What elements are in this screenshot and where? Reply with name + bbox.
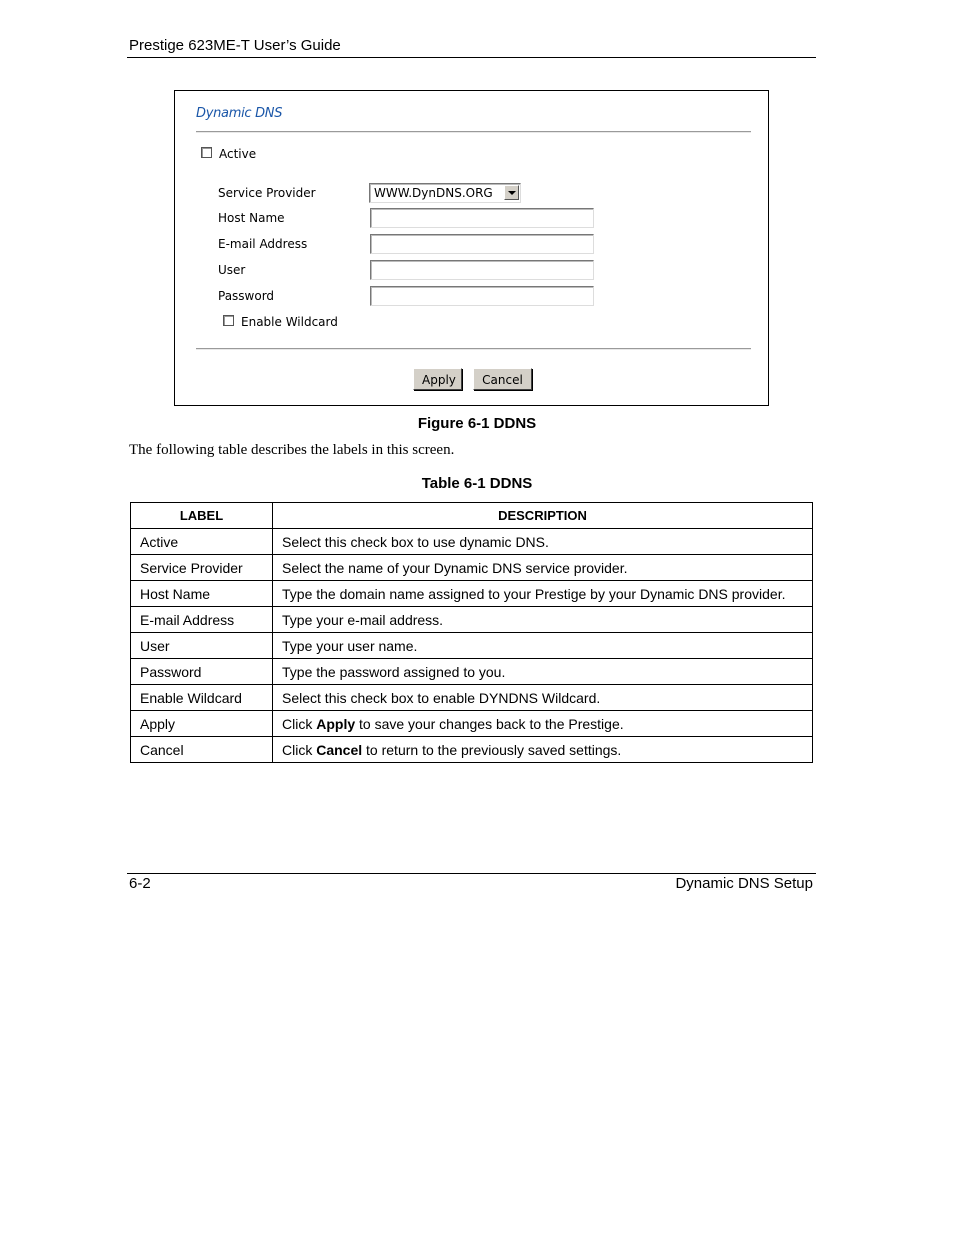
row-label: User	[131, 633, 273, 659]
active-label: Active	[219, 147, 257, 161]
row-label: Apply	[131, 711, 273, 737]
table-row	[131, 581, 813, 607]
footer-rule	[127, 873, 816, 874]
table-row	[131, 659, 813, 685]
figure-screenshot	[174, 90, 769, 406]
desc-bold: Apply	[316, 715, 356, 732]
row-description	[273, 737, 813, 763]
table-row	[131, 737, 813, 763]
active-checkbox[interactable]	[201, 147, 212, 158]
table-row	[131, 633, 813, 659]
desc-post: to save your changes back to the Prestige.	[355, 715, 624, 732]
email-label: E-mail Address	[218, 237, 308, 251]
row-label: Cancel	[131, 737, 273, 763]
page-number: 6-2	[129, 875, 151, 892]
cancel-button[interactable]: Cancel	[473, 368, 532, 390]
host-name-input[interactable]	[370, 208, 594, 228]
intro-text: The following table describes the labels in this screen.	[129, 442, 455, 458]
section-title: Dynamic DNS Setup	[675, 875, 813, 892]
table-row	[131, 711, 813, 737]
figure-caption: Figure 6-1 DDNS	[417, 415, 537, 432]
ddns-table	[130, 502, 813, 763]
row-description: Select this check box to enable DYNDNS Wildcard.	[273, 685, 813, 711]
row-label: Active	[131, 529, 273, 555]
row-description: Select the name of your Dynamic DNS service provider.	[273, 555, 813, 581]
row-description: Select this check box to use dynamic DNS.	[273, 529, 813, 555]
row-description: Type the password assigned to you.	[273, 659, 813, 685]
row-label: Password	[131, 659, 273, 685]
enable-wildcard-label: Enable Wildcard	[241, 315, 338, 329]
email-input[interactable]	[370, 234, 594, 254]
running-header: Prestige 623ME-T User’s Guide	[129, 37, 341, 54]
title-divider	[196, 131, 751, 133]
desc-post: to return to the previously saved settings.	[362, 741, 622, 758]
row-label: Enable Wildcard	[131, 685, 273, 711]
desc-pre: Click	[282, 741, 317, 758]
table-row	[131, 685, 813, 711]
screen-title: Dynamic DNS	[196, 106, 283, 121]
row-label: Host Name	[131, 581, 273, 607]
table-caption: Table 6-1 DDNS	[421, 475, 533, 492]
host-name-label: Host Name	[218, 211, 285, 225]
header-label: LABEL	[131, 503, 273, 529]
row-description: Type the domain name assigned to your Prestige by your Dynamic DNS provider.	[273, 581, 813, 607]
apply-button[interactable]: Apply	[413, 368, 462, 390]
password-input[interactable]	[370, 286, 594, 306]
row-label: E-mail Address	[131, 607, 273, 633]
table-row	[131, 529, 813, 555]
footer-divider	[196, 348, 751, 350]
enable-wildcard-checkbox[interactable]	[223, 315, 234, 326]
desc-bold: Cancel	[316, 741, 363, 758]
table-row	[131, 555, 813, 581]
chevron-down-icon[interactable]	[504, 185, 519, 200]
row-description: Type your user name.	[273, 633, 813, 659]
header-rule	[127, 57, 816, 58]
service-provider-select[interactable]	[369, 183, 521, 203]
table-header-row	[131, 503, 813, 529]
row-label: Service Provider	[131, 555, 273, 581]
service-provider-value: WWW.DynDNS.ORG	[374, 186, 493, 200]
password-label: Password	[218, 289, 275, 303]
row-description: Type your e-mail address.	[273, 607, 813, 633]
user-label: User	[218, 263, 246, 277]
row-description	[273, 711, 813, 737]
service-provider-label: Service Provider	[218, 186, 316, 200]
table-row	[131, 607, 813, 633]
user-input[interactable]	[370, 260, 594, 280]
desc-pre: Click	[282, 715, 317, 732]
header-description: DESCRIPTION	[273, 503, 813, 529]
